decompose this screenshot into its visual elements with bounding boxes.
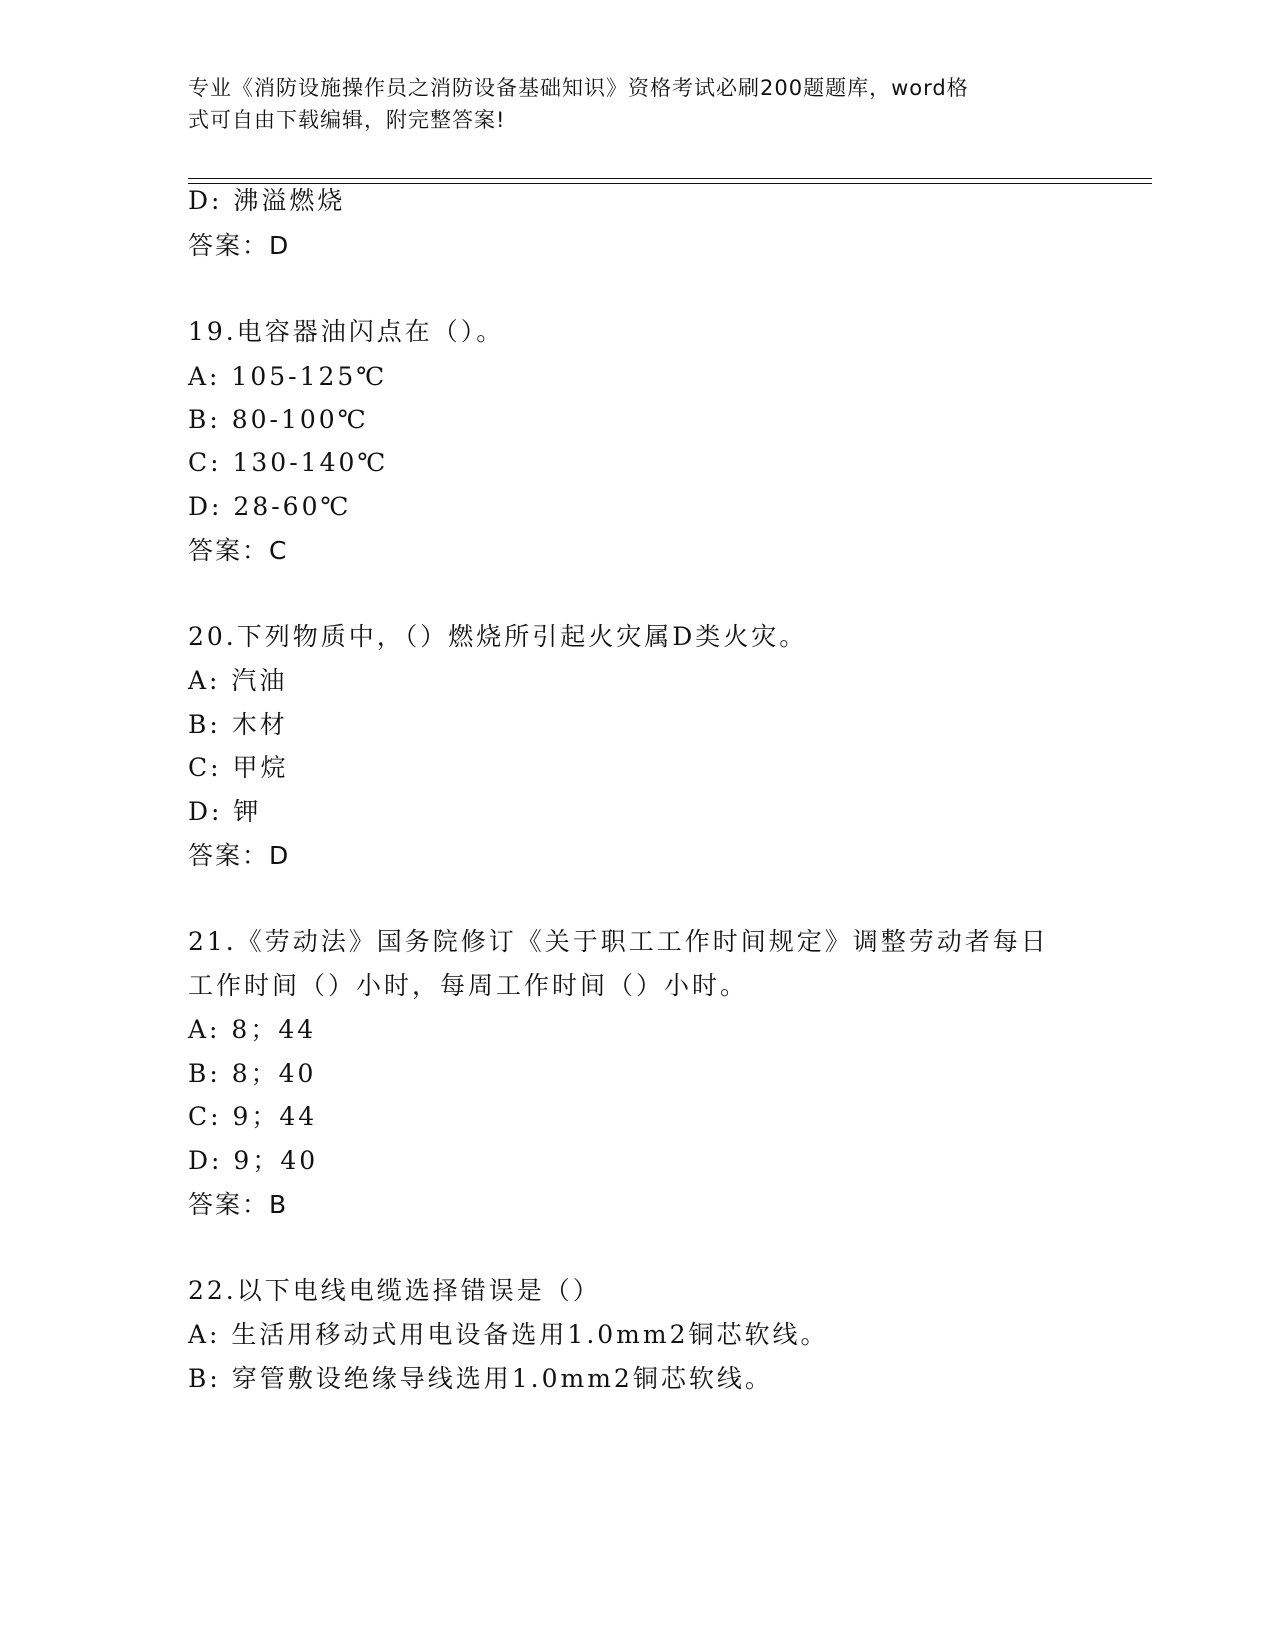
header-title-line-2: 式可自由下载编辑，附完整答案! [188, 108, 506, 132]
header-divider-top [188, 178, 1152, 179]
question-21-option-a: A: 8；44 [188, 1015, 317, 1044]
header-divider-bottom [188, 183, 1152, 184]
question-21-option-d: D: 9；40 [188, 1146, 319, 1175]
question-20-answer: 答案：D [188, 841, 291, 870]
question-21-answer: 答案：B [188, 1190, 289, 1219]
prev-option-d: D: 沸溢燃烧 [188, 186, 346, 215]
question-20-option-b: B: 木材 [188, 710, 288, 739]
prev-answer: 答案：D [188, 231, 291, 260]
question-19-option-b: B: 80-100℃ [188, 405, 369, 434]
question-20-option-c: C: 甲烷 [188, 753, 289, 782]
question-21-stem-line-1: 21.《劳动法》国务院修订《关于职工工作时间规定》调整劳动者每日 [188, 927, 1049, 956]
question-19-stem: 19.电容器油闪点在（）。 [188, 317, 505, 346]
question-19-option-a: A: 105-125℃ [188, 362, 388, 391]
header-title-line-1: 专业《消防设施操作员之消防设备基础知识》资格考试必刷200题题库，word格 [188, 76, 969, 100]
question-19-option-c: C: 130-140℃ [188, 448, 389, 477]
question-20-stem: 20.下列物质中，（）燃烧所引起火灾属D类火灾。 [188, 622, 808, 651]
question-20-option-d: D: 钾 [188, 797, 262, 826]
question-21-stem-line-2: 工作时间（）小时，每周工作时间（）小时。 [188, 971, 749, 1000]
document-header [188, 72, 1068, 136]
question-19-option-d: D: 28-60℃ [188, 492, 352, 521]
question-22-option-b: B: 穿管敷设绝缘导线选用1.0mm2铜芯软线。 [188, 1364, 773, 1393]
question-20-option-a: A: 汽油 [188, 666, 288, 695]
question-22-stem: 22.以下电线电缆选择错误是（） [188, 1276, 601, 1305]
question-22-option-a: A: 生活用移动式用电设备选用1.0mm2铜芯软线。 [188, 1320, 829, 1349]
question-21-option-b: B: 8；40 [188, 1059, 317, 1088]
question-21-option-c: C: 9；44 [188, 1102, 318, 1131]
question-19-answer: 答案：C [188, 536, 289, 565]
